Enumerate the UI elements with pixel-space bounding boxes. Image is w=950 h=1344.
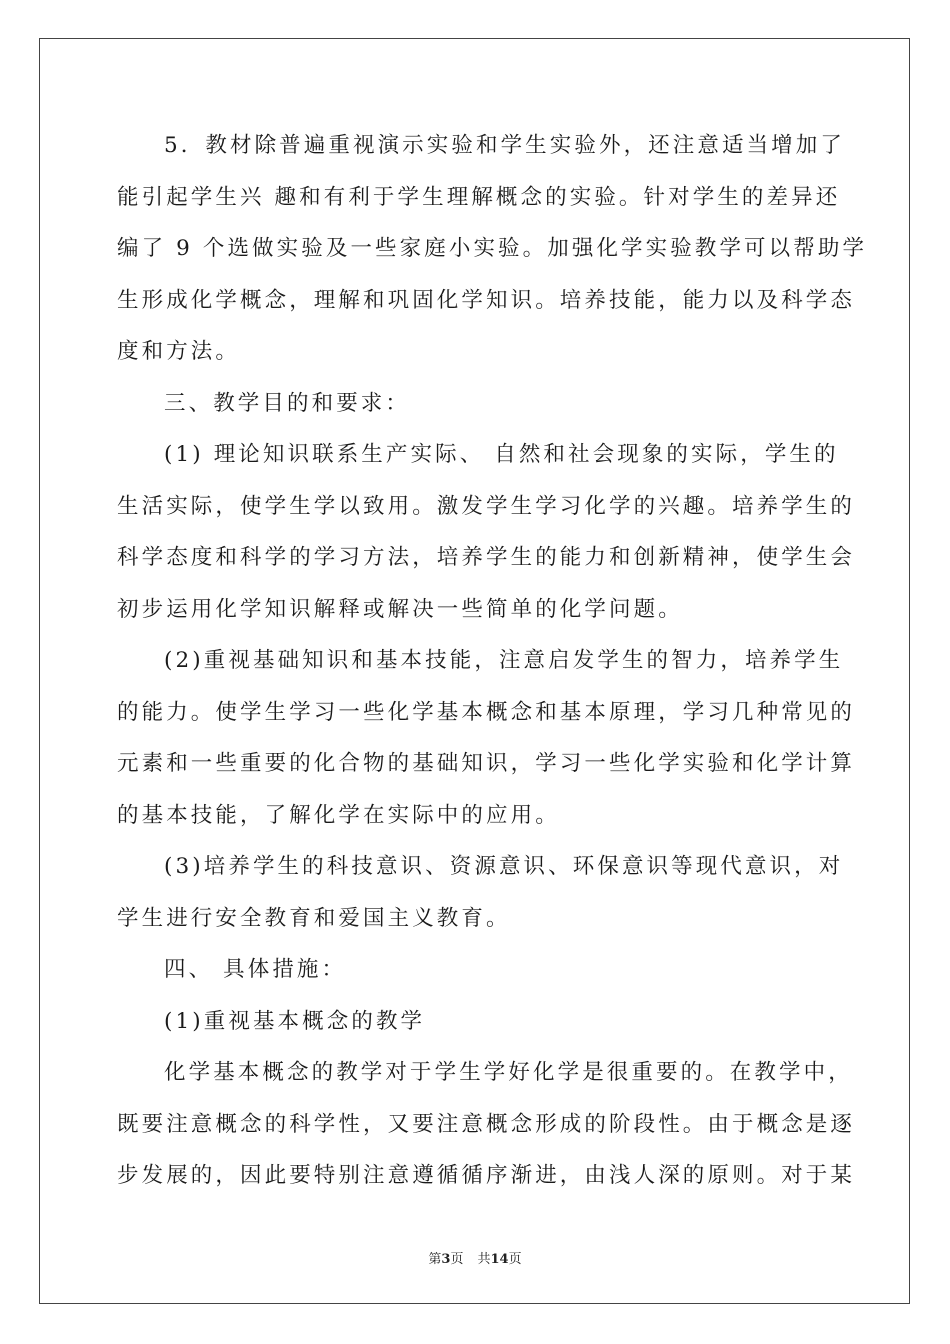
page-footer — [0, 1248, 950, 1267]
text-line: 四、 具体措施： — [164, 957, 347, 982]
text-line: 能引起学生兴 趣和有利于学生理解概念的实验。针对学生的差异还 — [117, 184, 841, 210]
text-line: 化学基本概念的教学对于学生学好化学是很重要的。在教学中， — [164, 1060, 853, 1085]
text-line: 科学态度和科学的学习方法，培养学生的能力和创新精神，使学生会 — [117, 545, 856, 570]
text-line: 5．教材除普遍重视演示实验和学生实验外，还注意适当增加了 — [164, 133, 845, 158]
text-line: 的基本技能，了解化学在实际中的应用。 — [117, 802, 560, 828]
text-line: 编了 9 个选做实验及一些家庭小实验。加强化学实验教学可以帮助学 — [117, 236, 868, 261]
text-line: 三、教学目的和要求： — [164, 390, 411, 416]
text-line: 步发展的，因此要特别注意遵循循序渐进，由浅人深的原则。对于某 — [117, 1163, 856, 1188]
total-pages-suffix: 页 — [508, 1252, 522, 1267]
text-line: 的能力。使学生学习一些化学基本概念和基本原理，学习几种常见的 — [117, 699, 856, 725]
total-pages: 14 — [490, 1252, 509, 1267]
document-body — [117, 120, 868, 1202]
page-number: 3 — [441, 1252, 451, 1267]
text-line: (1) 理论知识联系生产实际、 自然和社会现象的实际，学生的 — [164, 442, 839, 467]
text-line: 初步运用化学知识解释或解决一些简单的化学问题。 — [117, 596, 683, 622]
page-number-prefix: 第 — [428, 1252, 442, 1267]
text-line: (3)培养学生的科技意识、资源意识、环保意识等现代意识，对 — [164, 854, 844, 879]
page-number-suffix: 页 — [450, 1252, 464, 1267]
text-line: 生形成化学概念，理解和巩固化学知识。培养技能，能力以及科学态 — [117, 287, 856, 313]
text-line: (2)重视基础知识和基本技能，注意启发学生的智力，培养学生 — [164, 648, 844, 673]
text-line: (1)重视基本概念的教学 — [164, 1008, 426, 1034]
total-pages-prefix: 共 — [477, 1252, 491, 1267]
text-line: 度和方法。 — [117, 339, 241, 364]
text-line: 元素和一些重要的化合物的基础知识，学习一些化学实验和化学计算 — [117, 751, 856, 776]
text-line: 既要注意概念的科学性，又要注意概念形成的阶段性。由于概念是逐 — [117, 1111, 856, 1137]
text-line: 生活实际，使学生学以致用。激发学生学习化学的兴趣。培养学生的 — [117, 493, 856, 519]
text-line: 学生进行安全教育和爱国主义教育。 — [117, 905, 511, 931]
